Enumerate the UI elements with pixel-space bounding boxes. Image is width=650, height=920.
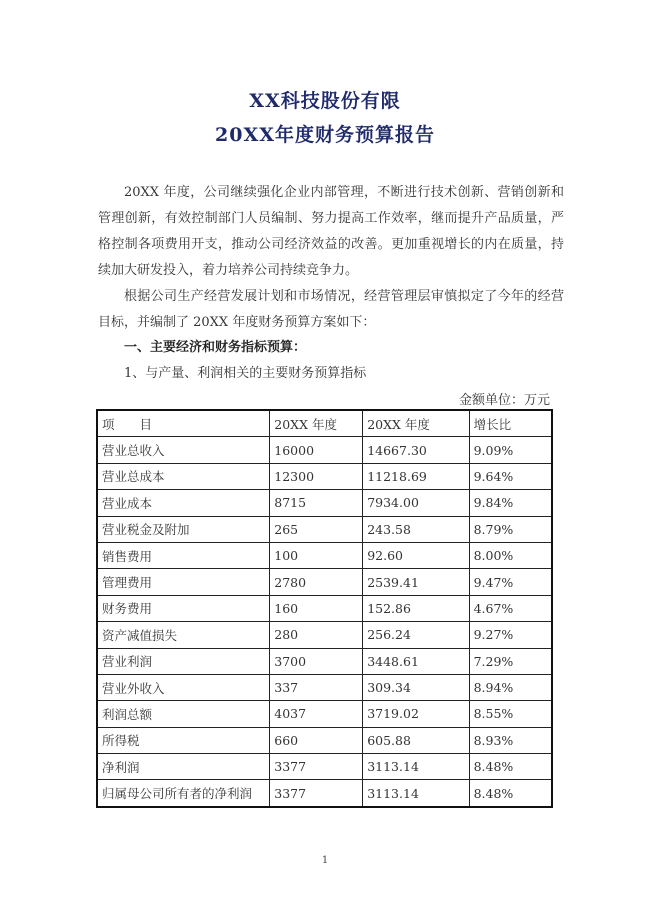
- header-cell-budget-year: 20XX 年度: [270, 410, 363, 437]
- table-row: [97, 648, 552, 674]
- cell-budget: 337: [270, 674, 363, 700]
- cell-item: 营业利润: [97, 648, 270, 674]
- cell-prior: 7934.00: [363, 490, 469, 516]
- cell-item: 管理费用: [97, 569, 270, 595]
- table-row: [97, 516, 552, 542]
- cell-budget: 280: [270, 622, 363, 648]
- cell-budget: 16000: [270, 437, 363, 463]
- cell-budget: 3377: [270, 754, 363, 780]
- cell-budget: 3377: [270, 780, 363, 807]
- budget-table: [96, 409, 553, 808]
- cell-budget: 160: [270, 595, 363, 621]
- cell-prior: 3113.14: [363, 780, 469, 807]
- table-row: [97, 754, 552, 780]
- cell-item: 营业外收入: [97, 674, 270, 700]
- cell-prior: 14667.30: [363, 437, 469, 463]
- cell-prior: 11218.69: [363, 463, 469, 489]
- cell-growth: 8.48%: [469, 780, 552, 807]
- cell-budget: 4037: [270, 701, 363, 727]
- subsection-heading: 1、与产量、利润相关的主要财务预算指标: [124, 366, 367, 381]
- cell-growth: 7.29%: [469, 648, 552, 674]
- table-row: [97, 595, 552, 621]
- cell-budget: 660: [270, 727, 363, 753]
- table-row: [97, 542, 552, 568]
- cell-prior: 92.60: [363, 542, 469, 568]
- document-title-line1: XX科技股份有限: [249, 90, 401, 112]
- cell-growth: 8.00%: [469, 542, 552, 568]
- cell-item: 利润总额: [97, 701, 270, 727]
- cell-growth: 8.48%: [469, 754, 552, 780]
- table-row: [97, 727, 552, 753]
- table-row: [97, 569, 552, 595]
- cell-item: 销售费用: [97, 542, 270, 568]
- cell-item: 归属母公司所有者的净利润: [97, 780, 270, 807]
- cell-growth: 9.09%: [469, 437, 552, 463]
- cell-prior: 243.58: [363, 516, 469, 542]
- cell-item: 营业税金及附加: [97, 516, 270, 542]
- page-number: 1: [321, 855, 329, 866]
- cell-budget: 265: [270, 516, 363, 542]
- cell-growth: 8.93%: [469, 727, 552, 753]
- cell-growth: 8.94%: [469, 674, 552, 700]
- cell-item: 财务费用: [97, 595, 270, 621]
- cell-growth: 4.67%: [469, 595, 552, 621]
- header-cell-growth: 增长比: [469, 410, 552, 437]
- table-row: [97, 622, 552, 648]
- cell-item: 净利润: [97, 754, 270, 780]
- cell-prior: 3448.61: [363, 648, 469, 674]
- cell-prior: 3719.02: [363, 701, 469, 727]
- cell-growth: 9.64%: [469, 463, 552, 489]
- cell-prior: 605.88: [363, 727, 469, 753]
- cell-item: 营业总收入: [97, 437, 270, 463]
- document-title-line2: 20XX年度财务预算报告: [215, 124, 435, 146]
- header-cell-prior-year: 20XX 年度: [363, 410, 469, 437]
- cell-item: 营业总成本: [97, 463, 270, 489]
- section-heading: 一、主要经济和财务指标预算：: [124, 340, 307, 355]
- intro-paragraph: 20XX 年度，公司继续强化企业内部管理，不断进行技术创新、营销创新和管理创新，有效控制部门人员编制、努力提高工作效率，继而提升产品质量，严格控制各项费用开支，推动公司经济效益的改善。更加重视增长的内在质量，持续加大研发投入，着力培养公司持续竞争力。: [98, 185, 564, 278]
- table-row: [97, 674, 552, 700]
- cell-prior: 309.34: [363, 674, 469, 700]
- cell-prior: 152.86: [363, 595, 469, 621]
- table-header-row: [97, 410, 552, 437]
- table-row: [97, 490, 552, 516]
- cell-item: 所得税: [97, 727, 270, 753]
- cell-budget: 8715: [270, 490, 363, 516]
- cell-budget: 2780: [270, 569, 363, 595]
- cell-prior: 3113.14: [363, 754, 469, 780]
- table-row: [97, 463, 552, 489]
- cell-prior: 2539.41: [363, 569, 469, 595]
- plan-paragraph: 根据公司生产经营发展计划和市场情况，经营管理层审慎拟定了今年的经营目标，并编制了 20XX 年度财务预算方案如下：: [98, 289, 564, 330]
- unit-note: 金额单位：万元: [458, 393, 550, 408]
- table-row: [97, 780, 552, 807]
- cell-growth: 9.27%: [469, 622, 552, 648]
- cell-budget: 3700: [270, 648, 363, 674]
- cell-growth: 8.79%: [469, 516, 552, 542]
- header-cell-item: 项 目: [97, 410, 270, 437]
- cell-item: 资产减值损失: [97, 622, 270, 648]
- cell-growth: 8.55%: [469, 701, 552, 727]
- table-row: [97, 437, 552, 463]
- cell-budget: 12300: [270, 463, 363, 489]
- cell-item: 营业成本: [97, 490, 270, 516]
- cell-budget: 100: [270, 542, 363, 568]
- cell-growth: 9.84%: [469, 490, 552, 516]
- cell-prior: 256.24: [363, 622, 469, 648]
- cell-growth: 9.47%: [469, 569, 552, 595]
- table-row: [97, 701, 552, 727]
